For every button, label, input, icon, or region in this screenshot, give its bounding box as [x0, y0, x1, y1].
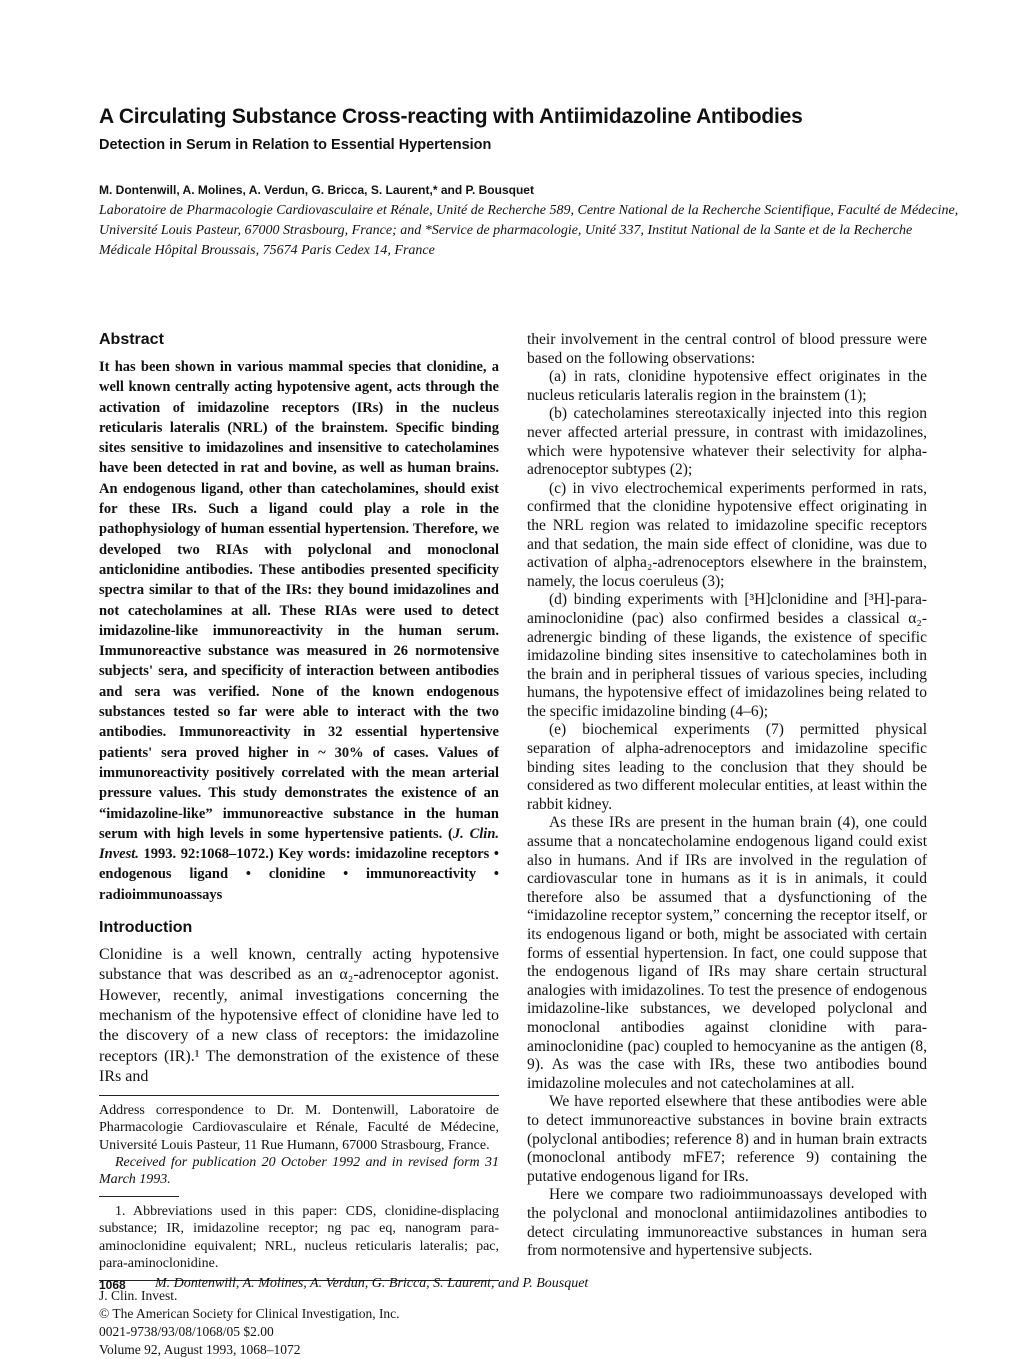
correspondence-address: Address correspondence to Dr. M. Dontenwill, Laboratoire de Pharmacologie Cardiovasculaire et Rénale, Faculté de Médecine, Université Louis Pasteur, 11 Rue Humann, 67000 Strasbourg, France.: [99, 1103, 499, 1153]
keywords: Key words: imidazoline receptors • endogenous ligand • clonidine • immunoreactivity • radioimmunoassays: [99, 846, 499, 903]
footnote-divider: [99, 1196, 179, 1197]
received-dates: Received for publication 20 October 1992 and in revised form 31 March 1993.: [99, 1154, 499, 1187]
paragraph-aim: Here we compare two radioimmunoassays developed with the polyclonal and monoclonal antiimidazolines antibodies to detect circulating immunoreactive substances in human sera from normotensive and hypertensive subjects.: [527, 1186, 927, 1260]
paragraph-hypothesis: As these IRs are present in the human brain (4), one could assume that a noncatecholamine endogenous ligand could exist also in humans. And if IRs are involved in the regulation of cardiovascular tone in humans as it is in animals, it could therefore also be assumed that a dysfunctioning of the “imidazoline receptor system,” concerning the receptor itself, or its endogenous ligand or both, might be associated with certain forms of essential hypertension. In fact, one could suppose that the endogenous ligand of IRs may share certain structural analogies with imidazolines. To test the presence of endogenous imidazoline-like substances, we developed polyclonal and monoclonal antibodies against clonidine with para-aminoclonidine (pac) coupled to hemocyanine as the antigen (8, 9). As was the case with IRs, these two antibodies bound imidazoline molecules and not catecholamines at all.: [527, 814, 927, 1092]
journal-name: J. Clin. Invest.: [99, 1287, 178, 1303]
article-title: A Circulating Substance Cross-reacting with Antiimidazoline Antibodies: [99, 105, 803, 128]
journal-info: [99, 1287, 499, 1359]
footnote-abbreviations: 1. Abbreviations used in this paper: CDS, clonidine-displacing substance; IR, imidazoline receptor; ng pac eq, nanogram para-aminoclonidine equivalent; NRL, nucleus reticularis lateralis; pac, para-aminoclonidine.: [99, 1204, 499, 1271]
paragraph-previous-work: We have reported elsewhere that these antibodies were able to detect immunoreactive substances in bovine brain extracts (polyclonal antibodies; reference 8) and in human brain extracts (monoclonal antibody mFE7; reference 9) containing the putative endogenous ligand for IRs.: [527, 1093, 927, 1185]
citation-rest: 1993. 92:1068–1072.): [138, 846, 274, 863]
copyright: © The American Society for Clinical Investigation, Inc.: [99, 1305, 400, 1321]
volume-info: Volume 92, August 1993, 1068–1072: [99, 1341, 301, 1357]
observation-b: (b) catecholamines stereotaxically injected into this region never affected arterial pressure, in contrast with imidazolines, which were hypotensive whatever their selectivity for alpha-adrenoceptor subtypes (2);: [527, 405, 927, 479]
abstract-heading: Abstract: [99, 331, 164, 348]
correspondence-divider: [99, 1095, 499, 1096]
observation-a: (a) in rats, clonidine hypotensive effect originates in the nucleus reticularis lateralis region in the brainstem (1);: [527, 368, 927, 404]
article-subtitle: Detection in Serum in Relation to Essential Hypertension: [99, 137, 492, 153]
observation-d: (d) binding experiments with [³H]clonidine and [³H]-para-aminoclonidine (pac) also confirmed besides a classical α₂-adrenergic binding of these ligands, the existence of specific imidazoline binding sites insensitive to catecholamines both in the brain and in peripheral tissues of various species, including humans, the hypotensive effect of imidazolines being related to the specific imidazoline binding (4–6);: [527, 591, 927, 720]
right-column: [527, 331, 927, 1261]
issn-price: 0021-9738/93/08/1068/05 $2.00: [99, 1323, 274, 1339]
intro-continuation: their involvement in the central control of blood pressure were based on the following observations:: [527, 331, 927, 367]
abstract-body: [99, 357, 499, 905]
abstract-text: It has been shown in various mammal species that clonidine, a well known centrally acting hypotensive agent, acts through the activation of imidazoline receptors (IRs) in the nucleus reticularis lateralis (NRL) of the brainstem. Specific binding sites sensitive to imidazolines and insensitive to catecholamines have been detected in rat and bovine, as well as human brains. An endogenous ligand, other than catecholamines, should exist for these IRs. Such a ligand could play a role in the pathophysiology of human essential hypertension. Therefore, we developed two RIAs with polyclonal and monoclonal anticlonidine antibodies. These antibodies presented specificity spectra similar to that of the IRs: they bound imidazolines and not catecholamines at all. These RIAs were used to detect imidazoline-like immunoreactivity in the human serum. Immunoreactive substance was measured in 26 normotensive subjects' sera, and specificity of interaction between antibodies and sera was verified. None of the known endogenous substances tested so far were able to interact with the two antibodies. Immunoreactivity in 32 essential hypertensive patients' sera proved higher in ~ 30% of cases. Values of immunoreactivity positively correlated with the mean arterial pressure values. This study demonstrates the existence of an “imidazoline-like” immunoreactive substance in the human serum with high levels in some hypertensive patients.: [99, 359, 499, 842]
affiliation: Laboratoire de Pharmacologie Cardiovasculaire et Rénale, Unité de Recherche 589, Centre National de la Recherche Scientifique, Faculté de Médecine, Université Louis Pasteur, 67000 Strasbourg, France; and *Service de pharmacologie, Unité 337, Institut National de la Sante et de la Recherche Médicale Hôpital Broussais, 75674 Paris Cedex 14, France: [99, 203, 959, 258]
introduction-paragraph: Clonidine is a well known, centrally acting hypotensive substance that was described as an α₂-adrenoceptor agonist. However, recently, animal investigations concerning the mechanism of the hypotensive effect of clonidine have led to the discovery of a new class of receptors: the imidazoline receptors (IR).¹ The demonstration of the existence of these IRs and: [99, 946, 499, 1085]
observation-e: (e) biochemical experiments (7) permitted physical separation of alpha-adrenoceptors and imidazoline specific binding sites leading to the conclusion that they should be considered as two different molecular entities, at least within the rabbit kidney.: [527, 721, 928, 813]
observation-c: (c) in vivo electrochemical experiments performed in rats, confirmed that the clonidine hypotensive effect originating in the NRL region was related to imidazoline specific receptors and that sedation, the main side effect of clonidine, was due to activation of alpha₂-adrenoceptors elsewhere in the brainstem, namely, the locus coeruleus (3);: [527, 479, 927, 590]
left-column: [99, 329, 499, 1359]
citation-journal: J. Clin. Invest.: [99, 825, 500, 863]
introduction-heading: Introduction: [99, 919, 193, 937]
author-list: M. Dontenwill, A. Molines, A. Verdun, G. Bricca, S. Laurent,* and P. Bousquet: [99, 183, 534, 197]
running-footer-authors: M. Dontenwill, A. Molines, A. Verdun, G. Bricca, S. Laurent, and P. Bousquet: [155, 1276, 589, 1291]
page-number: 1068: [99, 1278, 126, 1292]
citation-open: (: [448, 825, 453, 842]
